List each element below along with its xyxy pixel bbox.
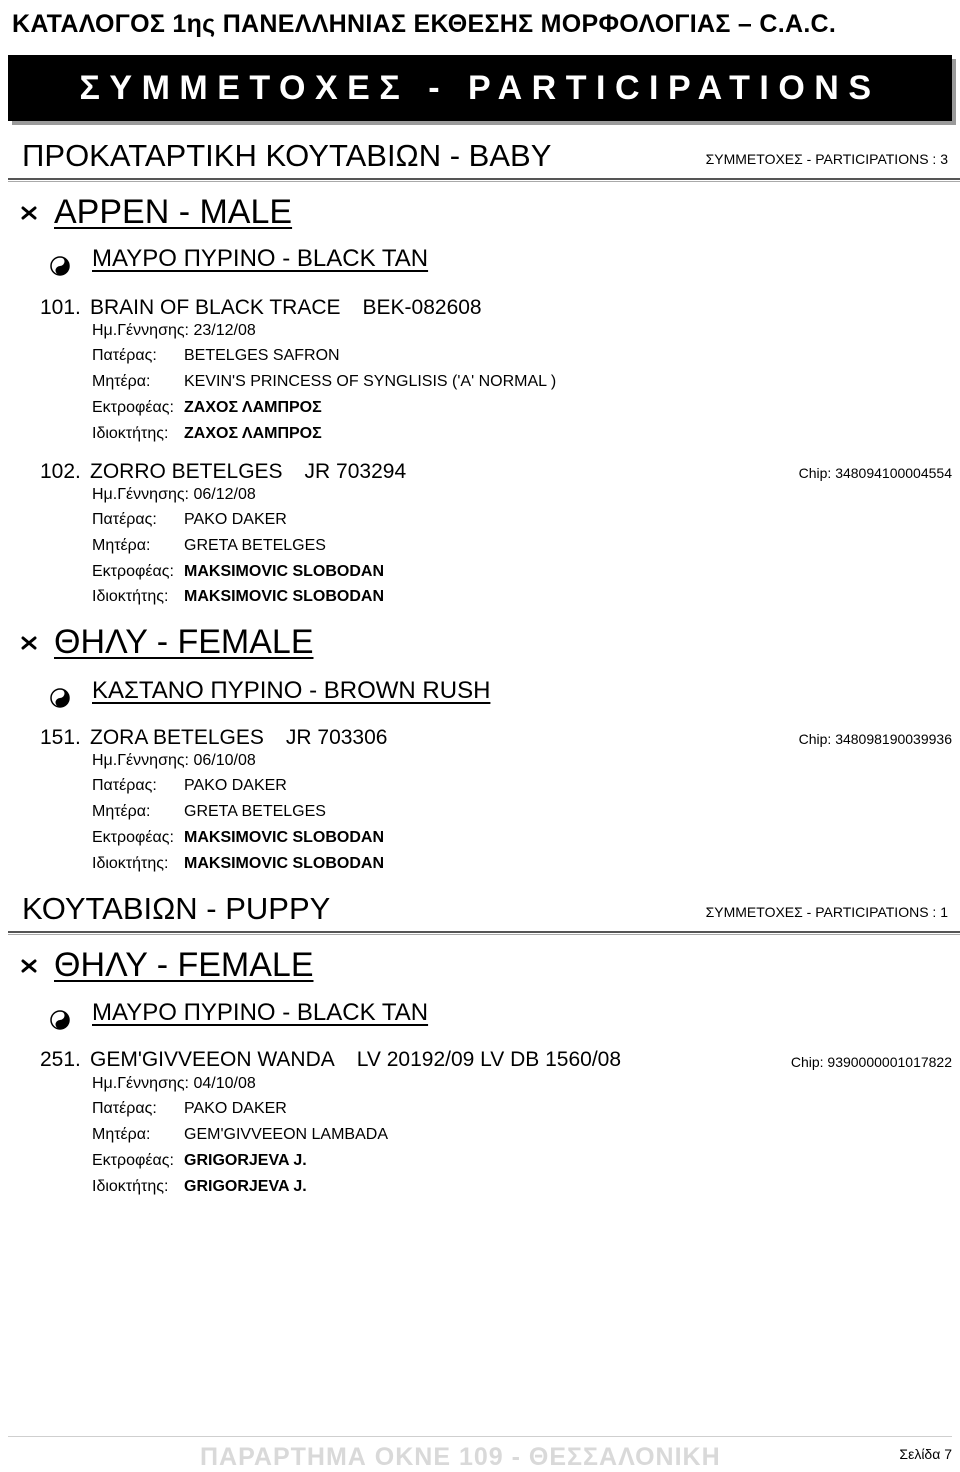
catalog-title: ΚΑΤΑΛΟΓΟΣ 1ης ΠΑΝΕΛΛΗΝΙΑΣ ΕΚΘΕΣΗΣ ΜΟΡΦΟΛΟΓΙΑΣ – C.A.C. xyxy=(12,10,837,38)
birth-date: 06/12/08 xyxy=(193,486,256,503)
dog-sire xyxy=(92,1100,287,1118)
class-title-baby: ΠΡΟΚΑΤΑΡΤΙΚΗ ΚΟΥΤΑΒΙΩΝ - BABY xyxy=(22,138,552,173)
sex-label: ΘΗΛΥ - FEMALE xyxy=(54,946,314,984)
footer-divider xyxy=(8,1436,952,1437)
sire-label: Πατέρας: xyxy=(92,777,157,794)
breeder-value: MAKSIMOVIC SLOBODAN xyxy=(184,563,384,580)
cross-icon xyxy=(20,634,38,652)
breeder-value: ΖΑΧΟΣ ΛΑΜΠΡΟΣ xyxy=(184,399,322,416)
birth-date: 06/10/08 xyxy=(193,752,256,769)
dam-value: GRETA BETELGES xyxy=(184,803,326,820)
dog-owner xyxy=(92,588,384,606)
color-heading: ΜΑΥΡΟ ΠΥΡΙΝΟ - BLACK TAN xyxy=(92,245,429,272)
dam-label: Μητέρα: xyxy=(92,1126,151,1143)
dog-number: 151. xyxy=(40,726,81,749)
class-divider xyxy=(8,178,960,180)
dog-entry-251 xyxy=(40,1048,621,1072)
sire-label: Πατέρας: xyxy=(92,347,157,364)
yin-yang-icon xyxy=(50,688,70,708)
dog-number: 102. xyxy=(40,460,81,483)
owner-value: MAKSIMOVIC SLOBODAN xyxy=(184,855,384,872)
dog-entry-151 xyxy=(40,726,387,750)
class-participations-baby: ΣΥΜΜΕΤΟΧΕΣ - PARTICIPATIONS : 3 xyxy=(705,151,948,167)
dog-breeder xyxy=(92,399,322,417)
sire-value: PAKO DAKER xyxy=(184,1100,287,1117)
dog-breeder xyxy=(92,829,384,847)
dam-label: Μητέρα: xyxy=(92,803,151,820)
dog-birth xyxy=(92,752,256,770)
class-divider-thin xyxy=(8,934,960,935)
breeder-value: MAKSIMOVIC SLOBODAN xyxy=(184,829,384,846)
dog-number: 101. xyxy=(40,296,81,319)
color-heading: ΚΑΣΤΑΝΟ ΠΥΡΙΝΟ - BROWN RUSH xyxy=(92,677,491,704)
owner-label: Ιδιοκτήτης: xyxy=(92,425,169,442)
birth-date: 23/12/08 xyxy=(193,322,256,339)
dog-dam xyxy=(92,537,326,555)
breeder-label: Εκτροφέας: xyxy=(92,399,174,416)
dog-name: GEM'GIVVEEON WANDA xyxy=(90,1048,335,1071)
yin-yang-icon xyxy=(50,1010,70,1030)
breeder-value: GRIGORJEVA J. xyxy=(184,1152,307,1169)
dog-registration: JR 703306 xyxy=(285,726,388,749)
dog-registration: LV 20192/09 LV DB 1560/08 xyxy=(356,1048,622,1071)
dog-name: ZORRO BETELGES xyxy=(90,460,283,483)
yin-yang-icon xyxy=(50,256,70,276)
dog-chip: Chip: 9390000001017822 xyxy=(790,1054,952,1070)
birth-label: Ημ.Γέννησης: xyxy=(92,752,189,769)
dog-owner xyxy=(92,1178,307,1196)
dog-dam xyxy=(92,803,326,821)
cross-icon xyxy=(20,957,38,975)
dam-value: GEM'GIVVEEON LAMBADA xyxy=(184,1126,388,1143)
dog-breeder xyxy=(92,563,384,581)
owner-value: MAKSIMOVIC SLOBODAN xyxy=(184,588,384,605)
dog-dam xyxy=(92,1126,388,1144)
owner-label: Ιδιοκτήτης: xyxy=(92,1178,169,1195)
dog-registration: BEK-082608 xyxy=(362,296,482,319)
dog-breeder xyxy=(92,1152,307,1170)
birth-date: 04/10/08 xyxy=(193,1075,256,1092)
dam-label: Μητέρα: xyxy=(92,537,151,554)
class-title-puppy: ΚΟΥΤΑΒΙΩΝ - PUPPY xyxy=(22,891,331,926)
owner-label: Ιδιοκτήτης: xyxy=(92,855,169,872)
class-divider-thin xyxy=(8,181,960,182)
owner-value: ΖΑΧΟΣ ΛΑΜΠΡΟΣ xyxy=(184,425,322,442)
participations-banner xyxy=(8,55,952,121)
dog-number: 251. xyxy=(40,1048,81,1071)
dog-birth xyxy=(92,1075,256,1093)
sex-label: ΘΗΛΥ - FEMALE xyxy=(54,623,314,661)
birth-label: Ημ.Γέννησης: xyxy=(92,486,189,503)
sire-value: PAKO DAKER xyxy=(184,777,287,794)
class-participations-puppy: ΣΥΜΜΕΤΟΧΕΣ - PARTICIPATIONS : 1 xyxy=(705,904,948,920)
dog-birth xyxy=(92,486,256,504)
dam-label: Μητέρα: xyxy=(92,373,151,390)
sex-label: ΑΡΡΕΝ - MALE xyxy=(54,193,293,231)
dog-name: ZORA BETELGES xyxy=(90,726,264,749)
dog-dam xyxy=(92,373,556,391)
dog-entry-101 xyxy=(40,296,482,320)
dam-value: GRETA BETELGES xyxy=(184,537,326,554)
dam-value: KEVIN'S PRINCESS OF SYNGLISIS ('A' NORMAL ) xyxy=(184,373,557,390)
sire-value: PAKO DAKER xyxy=(184,511,287,528)
breeder-label: Εκτροφέας: xyxy=(92,829,174,846)
dog-birth xyxy=(92,322,256,340)
dog-chip: Chip: 348098190039936 xyxy=(798,731,952,747)
footer-title: ΠΑΡΑΡΤΗΜΑ ΟΚΝΕ 109 - ΘΕΣΣΑΛΟΝΙΚΗ xyxy=(200,1443,721,1471)
sex-heading-female xyxy=(20,946,314,985)
dog-owner xyxy=(92,425,322,443)
class-divider xyxy=(8,931,960,933)
birth-label: Ημ.Γέννησης: xyxy=(92,1075,189,1092)
color-heading: ΜΑΥΡΟ ΠΥΡΙΝΟ - BLACK TAN xyxy=(92,999,429,1026)
owner-label: Ιδιοκτήτης: xyxy=(92,588,169,605)
dog-sire xyxy=(92,347,340,365)
breeder-label: Εκτροφέας: xyxy=(92,563,174,580)
owner-value: GRIGORJEVA J. xyxy=(184,1178,307,1195)
cross-icon xyxy=(20,204,38,222)
banner-text: ΣΥΜΜΕΤΟΧΕΣ - PARTICIPATIONS xyxy=(79,69,881,107)
breeder-label: Εκτροφέας: xyxy=(92,1152,174,1169)
sex-heading-female xyxy=(20,623,314,662)
birth-label: Ημ.Γέννησης: xyxy=(92,322,189,339)
dog-registration: JR 703294 xyxy=(304,460,407,483)
sire-label: Πατέρας: xyxy=(92,1100,157,1117)
dog-sire xyxy=(92,777,287,795)
sire-label: Πατέρας: xyxy=(92,511,157,528)
sire-value: BETELGES SAFRON xyxy=(184,347,340,364)
dog-sire xyxy=(92,511,287,529)
dog-entry-102 xyxy=(40,460,406,484)
page-number: Σελίδα 7 xyxy=(899,1446,952,1462)
sex-heading-male xyxy=(20,193,292,232)
dog-chip: Chip: 348094100004554 xyxy=(798,465,952,481)
dog-name: BRAIN OF BLACK TRACE xyxy=(90,296,341,319)
dog-owner xyxy=(92,855,384,873)
